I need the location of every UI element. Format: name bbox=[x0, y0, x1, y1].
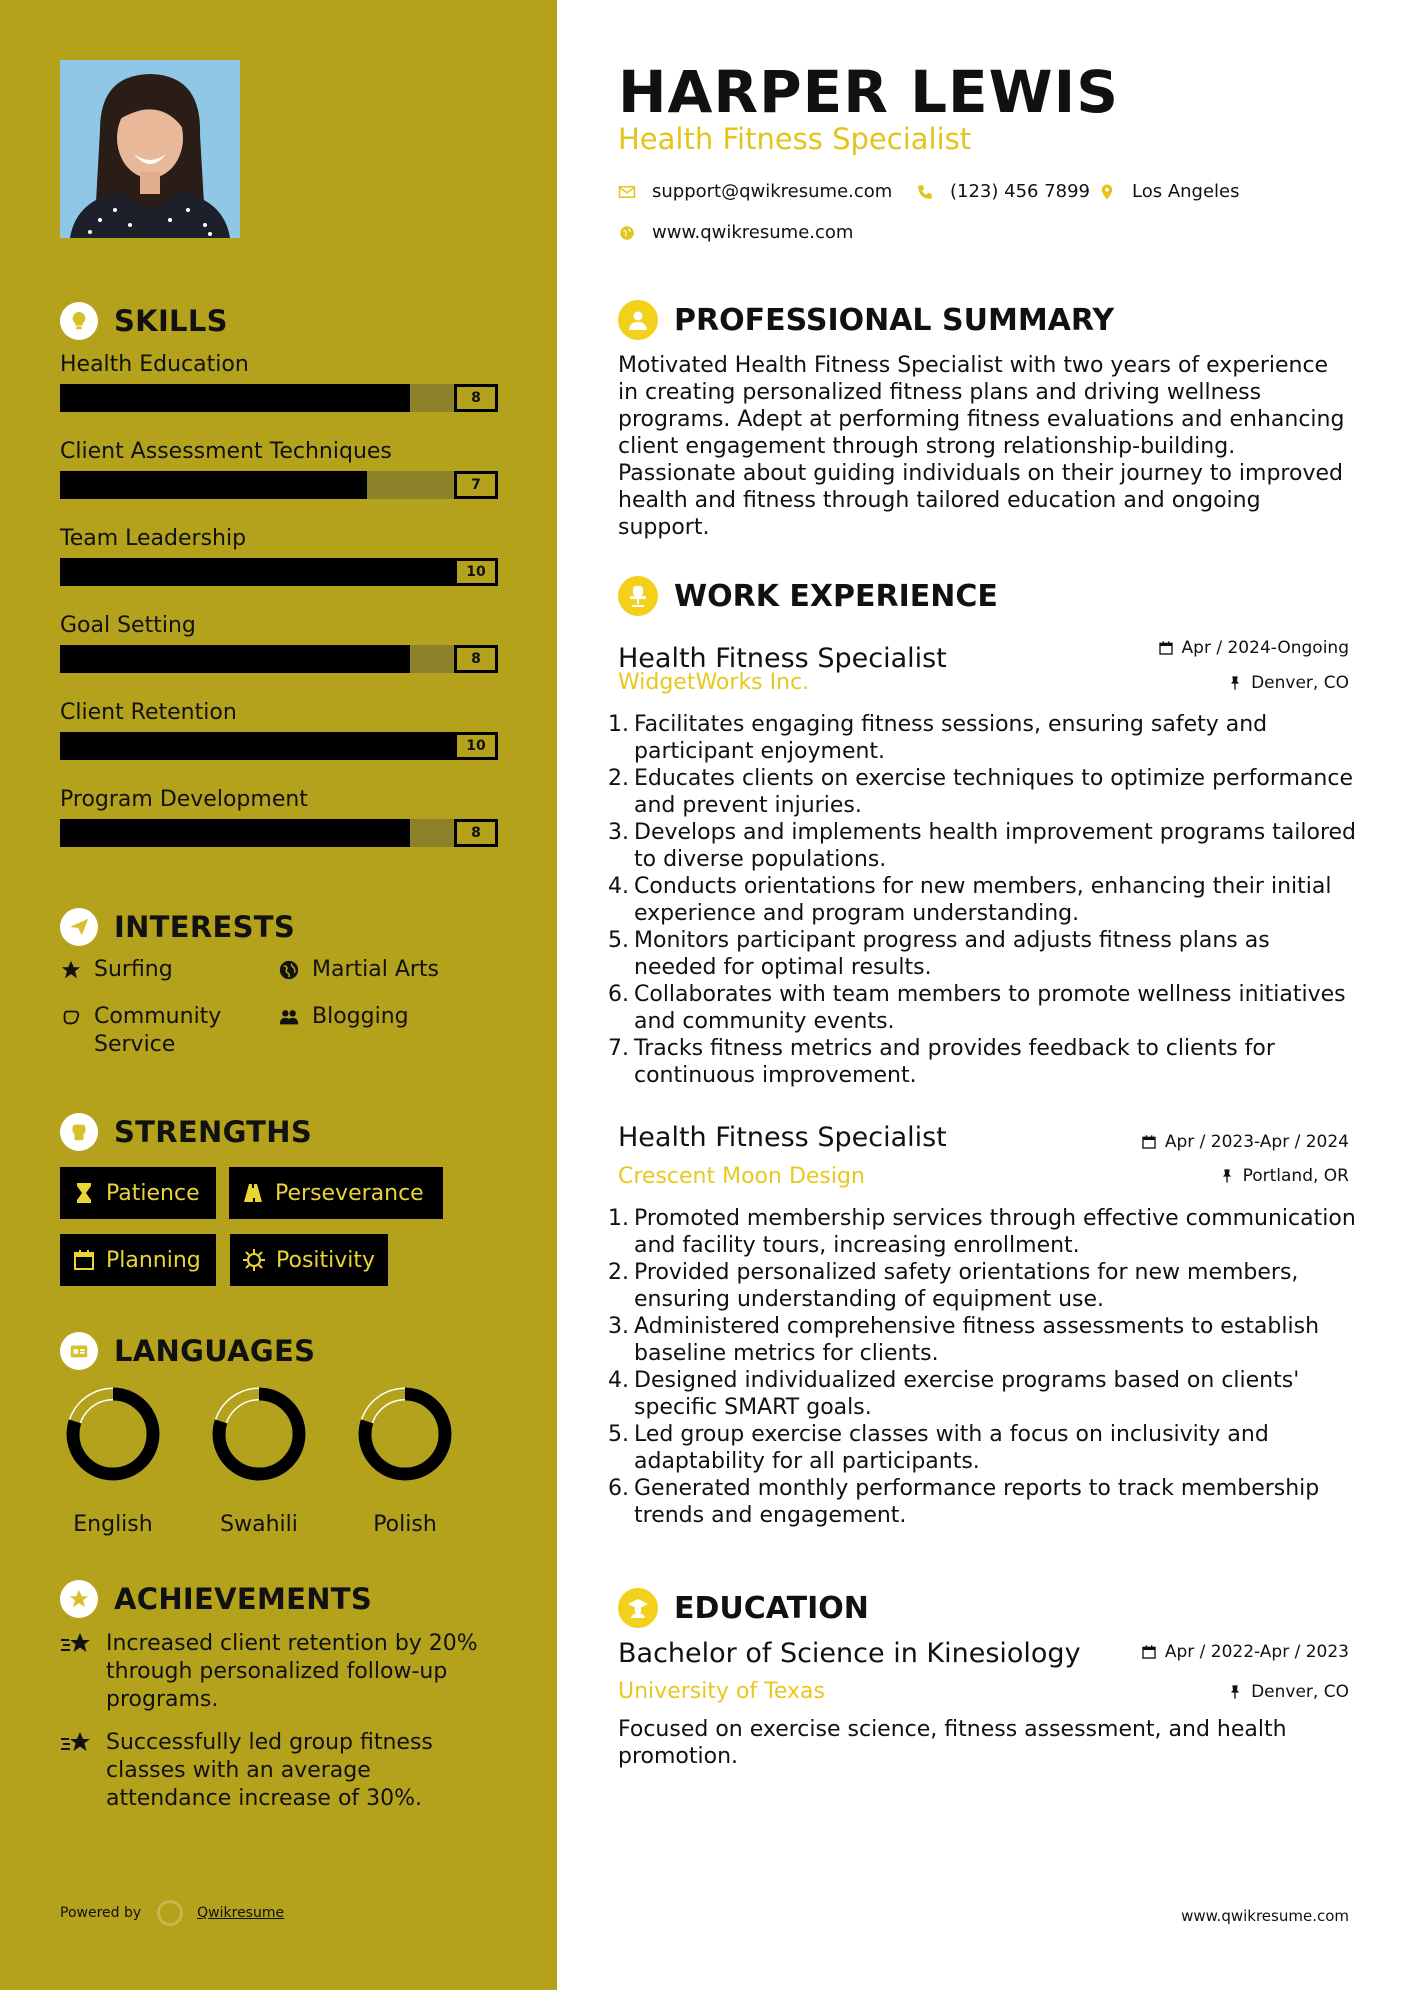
strength-tag bbox=[60, 1167, 216, 1219]
interest-item bbox=[278, 1003, 409, 1031]
strength-label: Positivity bbox=[276, 1247, 376, 1273]
skill-bar bbox=[60, 645, 498, 673]
skill-bar-fill bbox=[60, 471, 367, 499]
job-duty-text: Administered comprehensive fitness assessments to establish baseline metrics for clients. bbox=[634, 1314, 1320, 1366]
job-duty-text: Facilitates engaging fitness sessions, ensuring safety and participant enjoyment. bbox=[634, 712, 1268, 764]
sidebar bbox=[0, 0, 557, 1990]
skill-bar-fill bbox=[60, 384, 410, 412]
job-duty-text: Provided personalized safety orientations for new members, ensuring understanding of equipment use. bbox=[634, 1260, 1299, 1312]
job-location bbox=[1219, 1166, 1349, 1186]
pin-icon bbox=[1219, 1168, 1235, 1184]
office-chair-icon bbox=[618, 576, 658, 616]
skill-label: Program Development bbox=[60, 787, 308, 812]
job-duty-item: 7. Tracks fitness metrics and provides feedback to clients for continuous improvement. bbox=[608, 1035, 1358, 1089]
job-duty-item: 4. Designed individualized exercise programs based on clients' specific SMART goals. bbox=[608, 1367, 1358, 1421]
graduate-icon bbox=[618, 1588, 658, 1628]
language-item bbox=[204, 1384, 314, 1537]
skill-bar bbox=[60, 558, 498, 586]
users-icon bbox=[278, 1006, 300, 1028]
skill-label: Goal Setting bbox=[60, 613, 196, 638]
experience-heading bbox=[618, 576, 998, 616]
job-duty-text: Designed individualized exercise programs based on clients' specific SMART goals. bbox=[634, 1368, 1300, 1420]
user-icon bbox=[618, 300, 658, 340]
skill-level-badge: 10 bbox=[454, 558, 498, 586]
experience-title: WORK EXPERIENCE bbox=[674, 578, 998, 614]
job-company: Crescent Moon Design bbox=[618, 1164, 865, 1189]
skill-label: Health Education bbox=[60, 352, 249, 377]
language-name: Swahili bbox=[220, 1512, 298, 1537]
strengths-heading bbox=[60, 1113, 312, 1151]
job-duty-text: Tracks fitness metrics and provides feedback to clients for continuous improvement. bbox=[634, 1036, 1275, 1088]
skill-level-badge: 7 bbox=[454, 471, 498, 499]
job-duty-text: Develops and implements health improvement programs tailored to diverse populations. bbox=[634, 820, 1357, 872]
pin-icon bbox=[1227, 675, 1243, 691]
job-dates bbox=[1158, 638, 1349, 658]
hand-icon bbox=[60, 1006, 82, 1028]
phone-contact[interactable] bbox=[916, 181, 1090, 202]
location-contact bbox=[1098, 181, 1240, 202]
job-duty-item: 5. Led group exercise classes with a focus on inclusivity and adaptability for all participants. bbox=[608, 1421, 1358, 1475]
envelope-icon bbox=[618, 183, 636, 201]
interest-label: Surfing bbox=[94, 957, 173, 982]
job-duty-item: 2. Educates clients on exercise techniques to optimize performance and prevent injuries. bbox=[608, 765, 1358, 819]
phone-icon bbox=[916, 183, 934, 201]
profile-photo bbox=[60, 60, 240, 238]
interest-item bbox=[278, 956, 439, 984]
email-text: support@qwikresume.com bbox=[652, 181, 893, 202]
languages-heading bbox=[60, 1332, 315, 1370]
language-name: Polish bbox=[373, 1512, 437, 1537]
location-text: Los Angeles bbox=[1132, 181, 1240, 202]
job-duty-text: Conducts orientations for new members, enhancing their initial experience and program understanding. bbox=[634, 874, 1332, 926]
job-duty-item: 6. Collaborates with team members to promote wellness initiatives and community events. bbox=[608, 981, 1358, 1035]
pin-icon bbox=[1227, 1684, 1243, 1700]
achievement-text: Successfully led group fitness classes with an average attendance increase of 30%. bbox=[106, 1730, 433, 1811]
job-duty-item: 4. Conducts orientations for new members, enhancing their initial experience and program understanding. bbox=[608, 873, 1358, 927]
education-description: Focused on exercise science, fitness assessment, and health promotion. bbox=[618, 1717, 1287, 1769]
education-location bbox=[1227, 1682, 1349, 1702]
footer-website[interactable]: www.qwikresume.com bbox=[1181, 1907, 1349, 1925]
job-title: Health Fitness Specialist bbox=[618, 1122, 947, 1153]
education-dates bbox=[1141, 1642, 1349, 1662]
candidate-role: Health Fitness Specialist bbox=[618, 122, 972, 156]
job-location-text: Portland, OR bbox=[1242, 1166, 1349, 1186]
calendar-icon bbox=[1158, 640, 1174, 656]
language-ring bbox=[63, 1384, 163, 1484]
skills-title: SKILLS bbox=[114, 304, 228, 338]
languages-title: LANGUAGES bbox=[114, 1334, 316, 1368]
job-duty-text: Generated monthly performance reports to track membership trends and engagement. bbox=[634, 1476, 1320, 1528]
language-card-icon bbox=[60, 1332, 98, 1370]
interests-heading bbox=[60, 908, 295, 946]
interest-label: Martial Arts bbox=[312, 957, 440, 982]
achievements-title: ACHIEVEMENTS bbox=[114, 1582, 373, 1616]
strengths-title: STRENGTHS bbox=[114, 1115, 313, 1149]
interests-title: INTERESTS bbox=[114, 910, 296, 944]
skill-item bbox=[60, 785, 498, 847]
education-school: University of Texas bbox=[618, 1679, 825, 1704]
strength-label: Planning bbox=[106, 1247, 201, 1273]
paper-plane-icon bbox=[60, 908, 98, 946]
job-duty-text: Promoted membership services through effective communication and facility tours, increasing enrollment. bbox=[634, 1206, 1356, 1258]
website-text: www.qwikresume.com bbox=[652, 222, 854, 243]
powered-by-label: Powered by bbox=[60, 1905, 142, 1921]
job-duty-text: Monitors participant progress and adjusts fitness plans as needed for optimal results. bbox=[634, 928, 1270, 980]
achievement-item bbox=[60, 1630, 490, 1714]
skill-level-badge: 8 bbox=[454, 384, 498, 412]
skill-label: Client Assessment Techniques bbox=[60, 439, 392, 464]
interest-label: Blogging bbox=[312, 1004, 409, 1029]
strength-tag bbox=[60, 1234, 216, 1286]
job-duty-text: Collaborates with team members to promote wellness initiatives and community events. bbox=[634, 982, 1346, 1034]
job-location bbox=[1227, 673, 1349, 693]
interest-item bbox=[60, 956, 173, 984]
job-duty-item: 3. Develops and implements health improvement programs tailored to diverse populations. bbox=[608, 820, 1357, 872]
job-duties-list bbox=[608, 1205, 1358, 1529]
job-duties-list bbox=[608, 711, 1358, 1089]
skill-bar-fill bbox=[60, 732, 498, 760]
language-name: English bbox=[73, 1512, 153, 1537]
powered-by bbox=[60, 1900, 284, 1926]
job-dates bbox=[1141, 1132, 1349, 1152]
education-heading bbox=[618, 1588, 869, 1628]
calendar-icon bbox=[1141, 1644, 1157, 1660]
skill-item bbox=[60, 698, 498, 760]
hourglass-icon bbox=[72, 1181, 96, 1205]
website-contact[interactable] bbox=[618, 222, 853, 243]
achievement-text: Increased client retention by 20% through personalized follow-up programs. bbox=[106, 1631, 478, 1712]
skill-bar-fill bbox=[60, 558, 498, 586]
job-title: Health Fitness Specialist bbox=[618, 643, 947, 674]
qwikresume-logo-icon bbox=[157, 1900, 183, 1926]
job-duty-item: 6. Generated monthly performance reports to track membership trends and engagement. bbox=[608, 1475, 1358, 1529]
interest-label: Community Service bbox=[94, 1004, 222, 1057]
summary-title: PROFESSIONAL SUMMARY bbox=[674, 302, 1115, 338]
star-badge-icon bbox=[60, 1580, 98, 1618]
skill-bar bbox=[60, 384, 498, 412]
language-ring bbox=[355, 1384, 455, 1484]
skill-bar bbox=[60, 471, 498, 499]
candidate-name: HARPER LEWIS bbox=[618, 58, 1119, 126]
phone-text: (123) 456 7899 bbox=[950, 181, 1091, 202]
qwikresume-link[interactable]: Qwikresume bbox=[197, 1905, 285, 1921]
strength-tag bbox=[230, 1234, 388, 1286]
email-contact[interactable] bbox=[618, 181, 892, 202]
job-duty-item: 3. Administered comprehensive fitness assessments to establish baseline metrics for clients. bbox=[608, 1313, 1358, 1367]
job-location-text: Denver, CO bbox=[1251, 673, 1349, 693]
job-dates-text: Apr / 2023-Apr / 2024 bbox=[1164, 1132, 1349, 1152]
skill-item bbox=[60, 437, 498, 499]
skill-bar-fill bbox=[60, 645, 410, 673]
skill-bar-fill bbox=[60, 819, 410, 847]
skill-bar bbox=[60, 732, 498, 760]
language-ring bbox=[209, 1384, 309, 1484]
education-dates-text: Apr / 2022-Apr / 2023 bbox=[1164, 1642, 1349, 1662]
map-pin-icon bbox=[1098, 183, 1116, 201]
globe-icon bbox=[278, 959, 300, 981]
skill-label: Client Retention bbox=[60, 700, 237, 725]
language-item bbox=[350, 1384, 460, 1537]
achievement-item bbox=[60, 1729, 490, 1813]
education-degree: Bachelor of Science in Kinesiology bbox=[618, 1638, 1081, 1669]
language-item bbox=[58, 1384, 168, 1537]
strength-label: Patience bbox=[106, 1180, 200, 1206]
skills-heading bbox=[60, 302, 228, 340]
job-duty-text: Led group exercise classes with a focus on inclusivity and adaptability for all participants. bbox=[634, 1422, 1269, 1474]
fist-icon bbox=[60, 1113, 98, 1151]
skill-level-badge: 10 bbox=[454, 732, 498, 760]
lightbulb-icon bbox=[60, 302, 98, 340]
job-company: WidgetWorks Inc. bbox=[618, 670, 810, 695]
job-duty-item: 1. Facilitates engaging fitness sessions, ensuring safety and participant enjoyment. bbox=[608, 711, 1358, 765]
road-icon bbox=[241, 1181, 265, 1205]
sun-icon bbox=[242, 1248, 266, 1272]
job-dates-text: Apr / 2024-Ongoing bbox=[1181, 638, 1349, 658]
skill-label: Team Leadership bbox=[60, 526, 247, 551]
skill-item bbox=[60, 524, 498, 586]
skill-item bbox=[60, 611, 498, 673]
job-duty-item: 5. Monitors participant progress and adjusts fitness plans as needed for optimal results. bbox=[608, 927, 1358, 981]
education-title: EDUCATION bbox=[674, 1590, 869, 1626]
skill-item bbox=[60, 350, 498, 412]
skill-level-badge: 8 bbox=[454, 819, 498, 847]
calendar-icon bbox=[1141, 1134, 1157, 1150]
calendar-icon bbox=[72, 1248, 96, 1272]
shooting-star-icon bbox=[60, 1630, 92, 1658]
skill-bar bbox=[60, 819, 498, 847]
job-duty-item: 1. Promoted membership services through effective communication and facility tours, increasing enrollment. bbox=[608, 1205, 1358, 1259]
shooting-star-icon bbox=[60, 1729, 92, 1757]
job-duty-item: 2. Provided personalized safety orientations for new members, ensuring understanding of equipment use. bbox=[608, 1259, 1358, 1313]
skill-level-badge: 8 bbox=[454, 645, 498, 673]
strength-label: Perseverance bbox=[275, 1180, 424, 1206]
star-icon bbox=[60, 959, 82, 981]
achievements-heading bbox=[60, 1580, 372, 1618]
summary-text: Motivated Health Fitness Specialist with two years of experience in creating personalized fitness plans and driving wellness programs. Adept at performing fitness evaluations and enhancing client engagement through strong relationship-building. Passionate about guiding individuals on their journey to improved health and fitness through tailored education and ongoing support. bbox=[618, 353, 1345, 540]
summary-heading bbox=[618, 300, 1114, 340]
strength-tag bbox=[229, 1167, 443, 1219]
globe-icon bbox=[618, 224, 636, 242]
education-location-text: Denver, CO bbox=[1251, 1682, 1349, 1702]
interest-item bbox=[60, 1003, 260, 1059]
job-duty-text: Educates clients on exercise techniques to optimize performance and prevent injuries. bbox=[634, 766, 1353, 818]
